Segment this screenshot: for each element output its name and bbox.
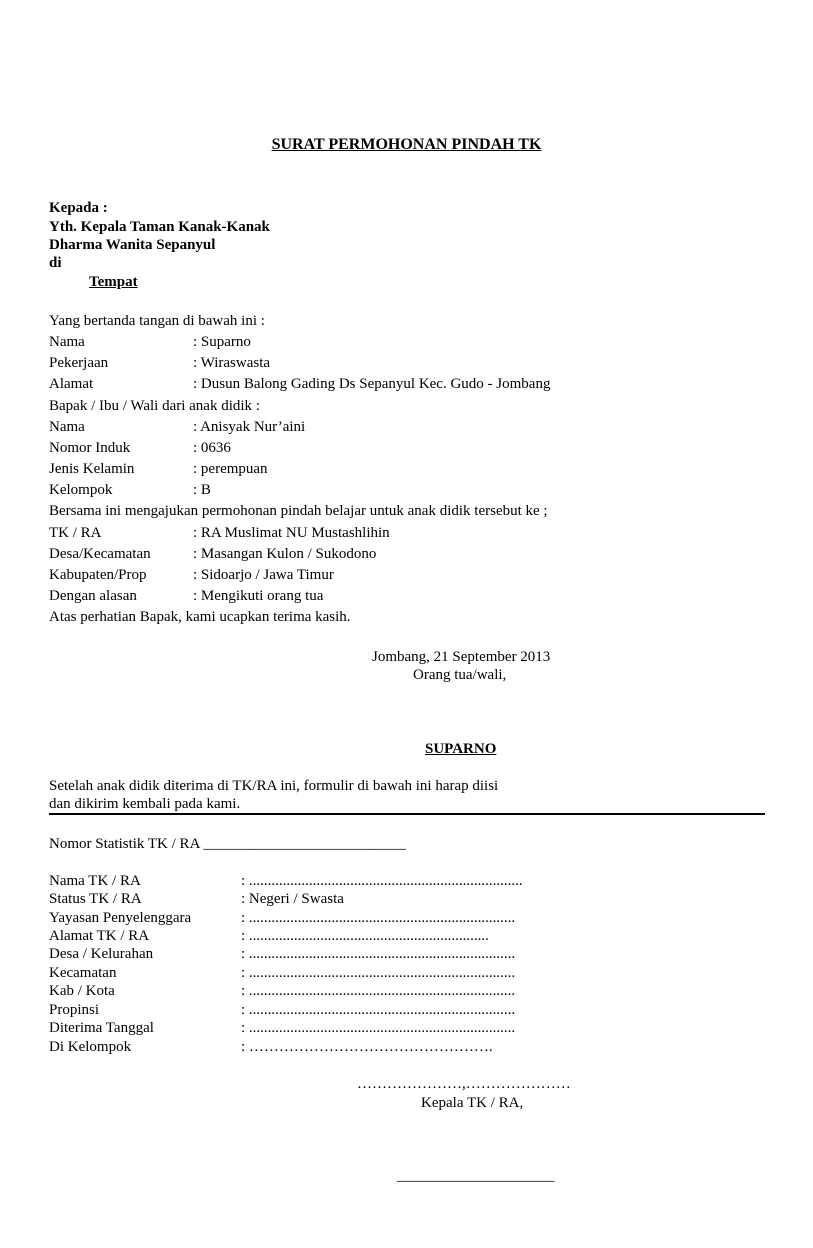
form-label: Kecamatan <box>49 965 117 981</box>
closing-text: Atas perhatian Bapak, kami ucapkan terima kasih. <box>49 609 351 625</box>
receiver-sign-line: _____________________ <box>397 1168 555 1184</box>
parent-label: Alamat <box>49 376 94 392</box>
form-label: Di Kelompok <box>49 1039 132 1055</box>
receiver-role: Kepala TK / RA, <box>421 1095 524 1111</box>
note-line1: Setelah anak didik diterima di TK/RA ini, formulir di bawah ini harap diisi <box>49 778 499 794</box>
child-label: Kelompok <box>49 482 113 498</box>
form-label: Kab / Kota <box>49 983 115 999</box>
parent-value: : Suparno <box>193 334 251 350</box>
child-label: Nomor Induk <box>49 440 131 456</box>
statistik-line: Nomor Statistik TK / RA ___________________________ <box>49 836 406 852</box>
destination-label: Dengan alasan <box>49 588 137 604</box>
destination-value: : Mengikuti orang tua <box>193 588 324 604</box>
child-label: Jenis Kelamin <box>49 461 135 477</box>
parent-value: : Wiraswasta <box>193 355 271 371</box>
form-value: : ....................................................................... <box>241 910 516 926</box>
child-value: : B <box>193 482 211 498</box>
form-value: : ....................................................................... <box>241 946 516 962</box>
form-value: : ......................................................................... <box>241 873 523 889</box>
form-value: : ....................................................................... <box>241 983 516 999</box>
intro-text: Yang bertanda tangan di bawah ini : <box>49 313 265 329</box>
child-label: Nama <box>49 419 85 435</box>
receiver-date-line: …………………,………………… <box>357 1076 571 1092</box>
recipient-place: Tempat <box>89 274 138 290</box>
page-title: SURAT PERMOHONAN PINDAH TK <box>271 136 542 153</box>
destination-label: Kabupaten/Prop <box>49 567 147 583</box>
parent-value: : Dusun Balong Gading Ds Sepanyul Kec. Gudo - Jombang <box>193 376 551 392</box>
child-value: : perempuan <box>193 461 268 477</box>
divider-line <box>49 813 765 815</box>
recipient-line1: Yth. Kepala Taman Kanak-Kanak <box>49 219 270 235</box>
parent-label: Pekerjaan <box>49 355 109 371</box>
destination-label: Desa/Kecamatan <box>49 546 151 562</box>
form-value: : ................................................................ <box>241 928 489 944</box>
form-value: : Negeri / Swasta <box>241 891 344 907</box>
request-text: Bersama ini mengajukan permohonan pindah belajar untuk anak didik tersebut ke ; <box>49 503 548 519</box>
form-label: Yayasan Penyelenggara <box>49 910 192 926</box>
destination-label: TK / RA <box>49 525 102 541</box>
form-value: : ....................................................................... <box>241 1020 516 1036</box>
destination-value: : Sidoarjo / Jawa Timur <box>193 567 334 583</box>
form-value: : …………………………………………. <box>241 1039 493 1055</box>
form-label: Alamat TK / RA <box>49 928 150 944</box>
form-label: Propinsi <box>49 1002 100 1018</box>
recipient-line2: Dharma Wanita Sepanyul <box>49 237 216 253</box>
child-value: : 0636 <box>193 440 231 456</box>
note-line2: dan dikirim kembali pada kami. <box>49 796 241 812</box>
recipient-to: Kepada : <box>49 200 108 216</box>
child-value: : Anisyak Nur’aini <box>193 419 306 435</box>
form-value: : ....................................................................... <box>241 1002 516 1018</box>
form-label: Desa / Kelurahan <box>49 946 154 962</box>
form-label: Nama TK / RA <box>49 873 141 889</box>
recipient-line3: di <box>49 255 62 271</box>
destination-value: : RA Muslimat NU Mustashlihin <box>193 525 390 541</box>
form-value: : ....................................................................... <box>241 965 516 981</box>
signature-name: SUPARNO <box>425 741 497 757</box>
destination-value: : Masangan Kulon / Sukodono <box>193 546 377 562</box>
signature-role: Orang tua/wali, <box>413 667 507 683</box>
signature-place-date: Jombang, 21 September 2013 <box>372 649 551 665</box>
child-intro: Bapak / Ibu / Wali dari anak didik : <box>49 398 260 414</box>
form-label: Diterima Tanggal <box>49 1020 154 1036</box>
parent-label: Nama <box>49 334 85 350</box>
form-label: Status TK / RA <box>49 891 142 907</box>
